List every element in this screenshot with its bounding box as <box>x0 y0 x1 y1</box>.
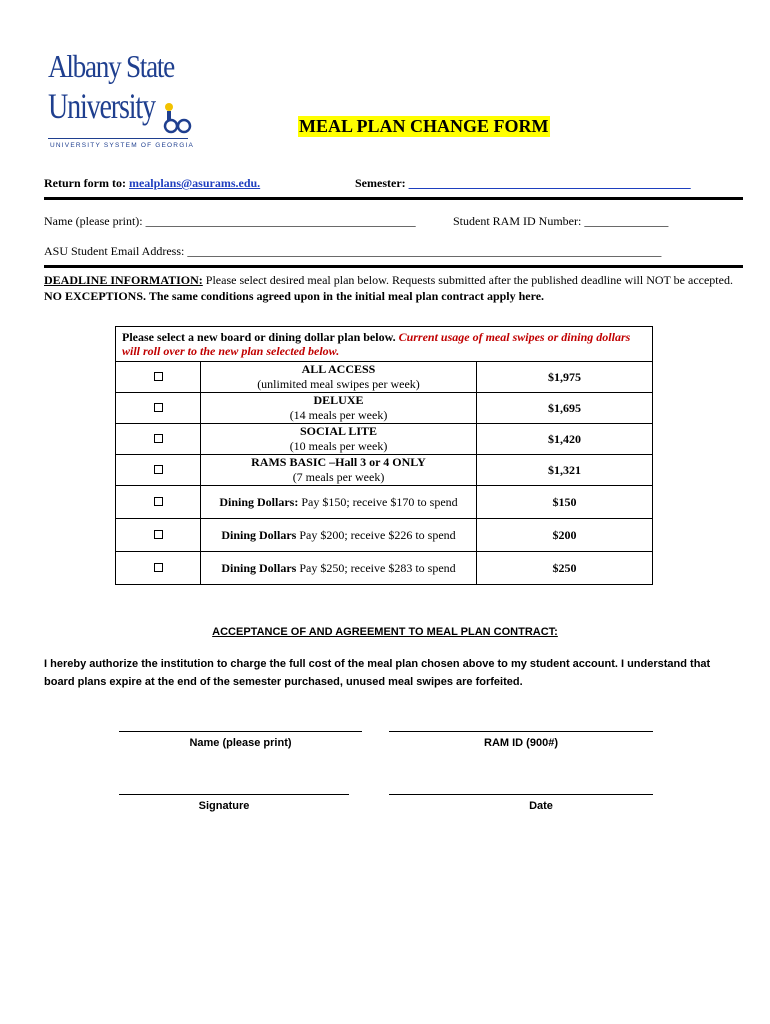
table-row <box>116 424 653 455</box>
deadline-text: Please select desired meal plan below. Requests submitted after the published deadline will NOT be accepted. <box>202 273 733 287</box>
plan-name: DELUXE <box>313 393 364 407</box>
name-print-label: Name (please print) <box>189 737 292 749</box>
logo-emblem-icon <box>160 100 194 136</box>
logo-rule <box>48 138 188 139</box>
university-logo <box>48 50 198 154</box>
plan-name: Dining Dollars <box>221 527 297 542</box>
ram-id-label: RAM ID (900#) <box>484 737 558 749</box>
plan-detail: (unlimited meal swipes per week) <box>257 377 420 391</box>
plan-price: $200 <box>477 519 653 552</box>
plan-detail: Pay $200; receive $226 to spend <box>296 527 456 542</box>
form-title: MEAL PLAN CHANGE FORM <box>299 116 549 136</box>
semester-label: Semester: <box>355 176 406 190</box>
plan-checkbox-deluxe[interactable] <box>116 393 201 424</box>
table-row <box>116 519 653 552</box>
plan-price: $1,975 <box>477 362 653 393</box>
plan-checkbox-social-lite[interactable] <box>116 424 201 455</box>
plan-checkbox-dining-200[interactable] <box>116 519 201 552</box>
signature-line[interactable] <box>119 794 349 795</box>
plan-price: $150 <box>477 486 653 519</box>
plan-price: $1,420 <box>477 424 653 455</box>
plan-name: SOCIAL LITE <box>299 424 378 438</box>
checkbox-icon <box>154 530 163 539</box>
date-line[interactable] <box>389 794 653 795</box>
plan-description <box>201 424 477 455</box>
deadline-heading: DEADLINE INFORMATION: <box>44 273 203 287</box>
plan-detail: (14 meals per week) <box>289 408 388 422</box>
plan-name: ALL ACCESS <box>301 362 376 376</box>
plan-description <box>201 455 477 486</box>
acceptance-body: I hereby authorize the institution to charge the full cost of the meal plan chosen above to my student account. I understand that board plans expire at the end of the semester purchased, unused meal swipes are forfeited. <box>44 658 711 688</box>
table-header-row <box>116 327 653 362</box>
checkbox-icon <box>154 372 163 381</box>
plan-name: Dining Dollars: <box>219 494 299 509</box>
table-row <box>116 486 653 519</box>
return-line <box>44 176 260 190</box>
logo-line-2: University <box>48 86 155 126</box>
table-row <box>116 455 653 486</box>
semester-field[interactable]: _______________________________________________ <box>408 176 691 190</box>
deadline-emphasis: NO EXCEPTIONS <box>44 289 144 303</box>
divider-middle <box>44 265 743 268</box>
plan-description <box>201 486 477 519</box>
meal-plan-table <box>115 326 653 585</box>
deadline-text-2: . The same conditions agreed upon in the initial meal plan contract apply here. <box>143 289 545 303</box>
divider-top <box>44 197 743 200</box>
checkbox-icon <box>154 434 163 443</box>
ram-id-signature-line[interactable] <box>389 731 653 732</box>
semester-line <box>355 176 691 190</box>
plan-price: $1,695 <box>477 393 653 424</box>
student-email-field[interactable]: ASU Student Email Address: _______________________________________________________________________________ <box>44 244 662 258</box>
plan-checkbox-rams-basic[interactable] <box>116 455 201 486</box>
plan-checkbox-dining-150[interactable] <box>116 486 201 519</box>
plan-detail: Pay $150; receive $170 to spend <box>298 494 458 509</box>
table-header-instruction: Please select a new board or dining dollar plan below. <box>122 330 399 344</box>
name-signature-line[interactable] <box>119 731 362 732</box>
plan-checkbox-dining-250[interactable] <box>116 552 201 585</box>
plan-description <box>201 552 477 585</box>
date-label: Date <box>529 800 553 812</box>
table-header <box>116 327 653 362</box>
plan-price: $1,321 <box>477 455 653 486</box>
ram-id-field[interactable]: Student RAM ID Number: ______________ <box>453 214 669 228</box>
plan-name: RAMS BASIC –Hall 3 or 4 ONLY <box>251 455 426 469</box>
table-row <box>116 552 653 585</box>
plan-price: $250 <box>477 552 653 585</box>
checkbox-icon <box>154 465 163 474</box>
plan-detail: (7 meals per week) <box>292 470 385 484</box>
acceptance-heading: ACCEPTANCE OF AND AGREEMENT TO MEAL PLAN CONTRACT: <box>212 626 558 638</box>
table-row <box>116 362 653 393</box>
plan-name: Dining Dollars <box>221 560 297 575</box>
logo-tagline: UNIVERSITY SYSTEM OF GEORGIA <box>50 142 194 149</box>
return-email-link[interactable]: mealplans@asurams.edu. <box>128 176 261 190</box>
plan-detail: (10 meals per week) <box>289 439 388 453</box>
plan-checkbox-all-access[interactable] <box>116 362 201 393</box>
table-header-note: Current usage of meal swipes or dining dollars will roll over to the new plan selected below. <box>122 330 631 358</box>
return-label: Return form to: <box>44 176 126 190</box>
table-row <box>116 393 653 424</box>
plan-detail: Pay $250; receive $283 to spend <box>296 560 456 575</box>
logo-line-1: Albany State <box>48 48 174 84</box>
plan-description <box>201 362 477 393</box>
signature-label: Signature <box>198 800 250 812</box>
deadline-info <box>44 272 734 304</box>
name-field[interactable]: Name (please print): _____________________________________________ <box>44 214 416 228</box>
checkbox-icon <box>154 563 163 572</box>
plan-description <box>201 519 477 552</box>
plan-description <box>201 393 477 424</box>
checkbox-icon <box>154 403 163 412</box>
checkbox-icon <box>154 497 163 506</box>
